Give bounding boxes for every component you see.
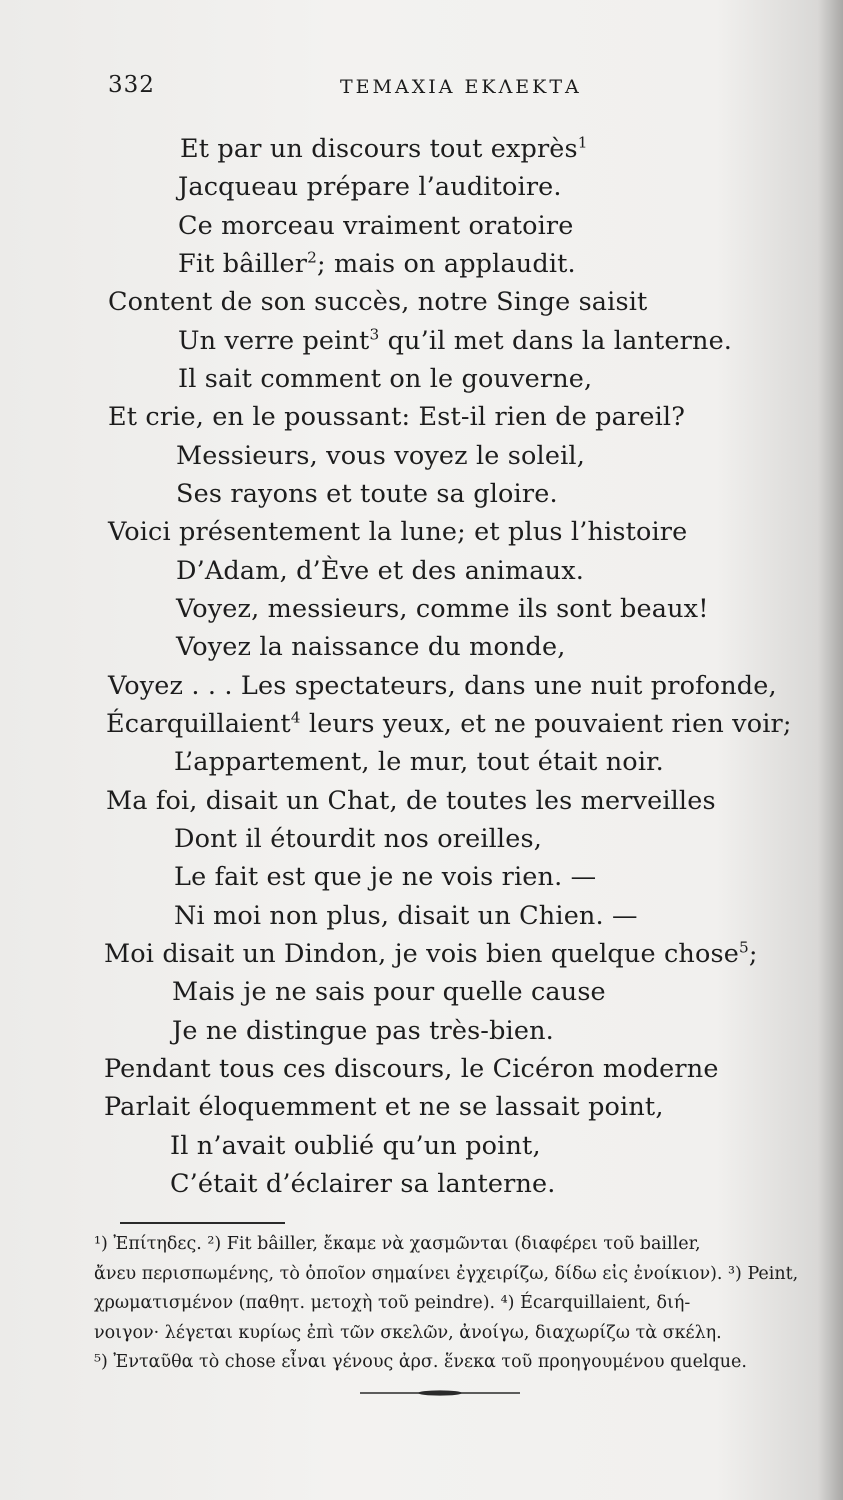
- footnote-separator: [120, 1222, 285, 1224]
- verse-line: Voici présentement la lune; et plus l’histoire: [108, 517, 688, 547]
- verse-line: L’appartement, le mur, tout était noir.: [174, 747, 664, 777]
- verse-line: Il sait comment on le gouverne,: [178, 364, 593, 394]
- verse-line: Mais je ne sais pour quelle cause: [172, 977, 606, 1007]
- verse-line: Content de son succès, notre Singe saisit: [108, 287, 648, 317]
- verse-line: Un verre peint$^3$ qu’il met dans la lanterne.: [178, 325, 733, 356]
- verse-line: Messieurs, vous voyez le soleil,: [176, 441, 585, 471]
- footnote-line: χρωματισμένον (παθητ. μετοχὴ τοῦ peindre). ⁴) Écarquillaient, διή-: [94, 1293, 691, 1313]
- verse-line: Jacqueau prépare l’auditoire.: [178, 172, 562, 202]
- verse-line: Pendant tous ces discours, le Cicéron moderne: [104, 1054, 719, 1084]
- page-number: 332: [108, 72, 155, 98]
- end-ornament: [360, 1390, 520, 1396]
- verse-line: Ses rayons et toute sa gloire.: [176, 479, 558, 509]
- footnotes: [94, 1230, 824, 1378]
- footnote-line: ἄνευ περισπωμένης, τὸ ὁποῖον σημαίνει ἐγχειρίζω, δίδω εἰς ἐνοίκιον). ³) Peint,: [94, 1263, 799, 1284]
- verse-line: Et par un discours tout exprès$^1$: [180, 133, 588, 164]
- verse-line: Ma foi, disait un Chat, de toutes les merveilles: [106, 786, 716, 816]
- page-header: [108, 72, 668, 108]
- verse-line: Il n’avait oublié qu’un point,: [170, 1131, 541, 1161]
- footnote-line: ⁵) Ἐνταῦθα τὸ chose εἶναι γένους ἀρσ. ἕνεκα τοῦ προηγουμένου quelque.: [94, 1352, 747, 1372]
- verse-line: Voyez, messieurs, comme ils sont beaux!: [176, 594, 709, 624]
- verse-line: C’était d’éclairer sa lanterne.: [170, 1169, 556, 1199]
- verse-line: Le fait est que je ne vois rien. —: [174, 862, 597, 892]
- verse-line: Ni moi non plus, disait un Chien. —: [174, 901, 638, 931]
- verse-line: Écarquillaient$^4$ leurs yeux, et ne pouvaient rien voir;: [106, 708, 792, 739]
- verse-line: Je ne distingue pas très-bien.: [172, 1016, 554, 1046]
- verse-line: Ce morceau vraiment oratoire: [178, 211, 574, 241]
- verse-line: Et crie, en le poussant: Est-il rien de pareil?: [108, 402, 686, 432]
- verse-line: Parlait éloquemment et ne se lassait point,: [104, 1092, 664, 1122]
- running-title: ΤΕΜΑΧΙΑ ΕΚΛΕΚΤΑ: [340, 76, 582, 98]
- footnote-line: νοιγον· λέγεται κυρίως ἐπὶ τῶν σκελῶν, ἀνοίγω, διαχωρίζω τὰ σκέλη.: [94, 1322, 722, 1343]
- verse-line: Voyez . . . Les spectateurs, dans une nuit profonde,: [108, 671, 777, 701]
- verse-line: Voyez la naissance du monde,: [176, 632, 566, 662]
- verse-line: Fit bâiller$^2$; mais on applaudit.: [178, 248, 576, 279]
- verse-line: D’Adam, d’Ève et des animaux.: [176, 556, 585, 586]
- verse-line: Dont il étourdit nos oreilles,: [174, 824, 542, 854]
- verse-line: Moi disait un Dindon, je vois bien quelque chose$^5$;: [104, 938, 758, 969]
- footnote-line: ¹) Ἐπίτηδες. ²) Fit bâiller, ἔκαμε νὰ χασμῶνται (διαφέρει τοῦ bailler,: [94, 1234, 701, 1254]
